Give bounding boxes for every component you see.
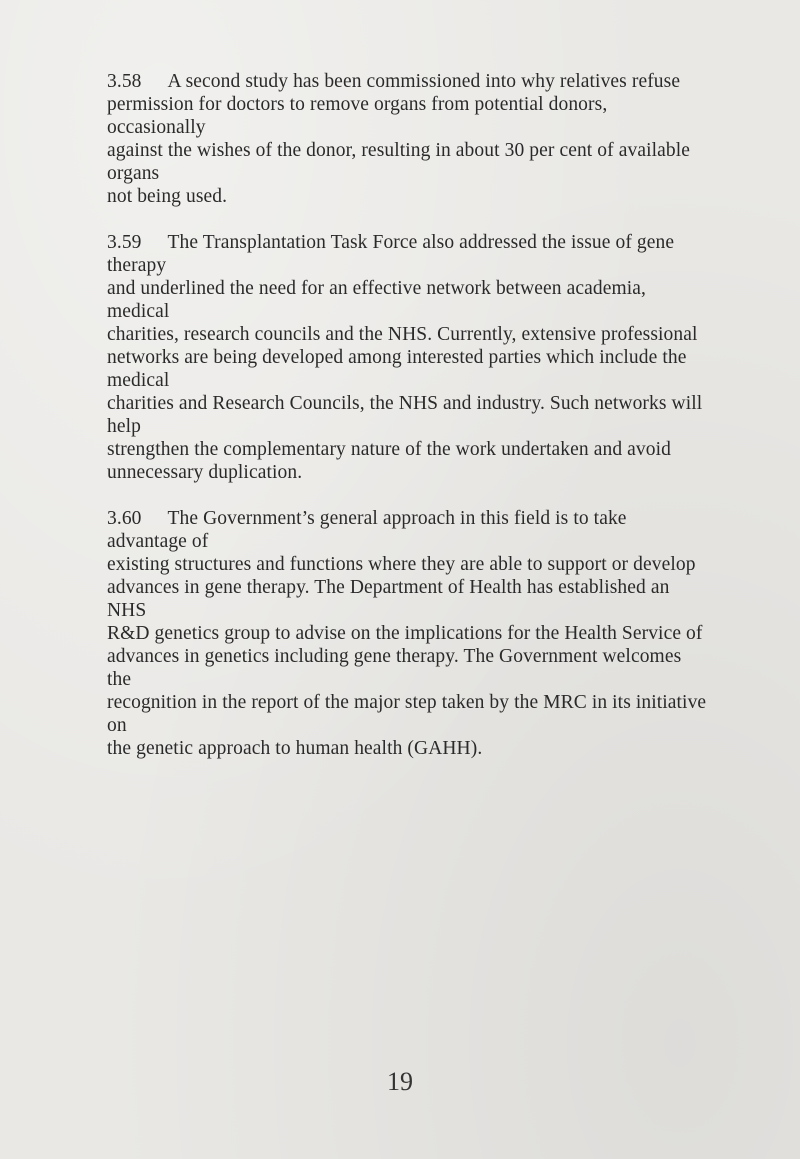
paragraph-number: 3.58 <box>107 71 142 92</box>
body-text <box>107 70 707 783</box>
paragraph-text: The Government’s general approach in this field is to take advantage of existing structures and functions where they are able to support or develop advances in gene therapy. The Department of Health has established an NHS R&D genetics group to advise on the implications for the Health Service of advances in genetics including gene therapy. The Government welcomes the recognition in the report of the major step taken by the MRC in its initiative on the genetic approach to human health (GAHH). <box>107 508 707 759</box>
paragraph-3-59 <box>107 231 707 484</box>
page-number: 19 <box>387 1067 413 1096</box>
paragraph-3-58 <box>107 70 707 208</box>
paragraph-3-60 <box>107 507 707 760</box>
paragraph-text: A second study has been commissioned into why relatives refuse permission for doctors to remove organs from potential donors, occasionally against the wishes of the donor, resulting in about 30 per cent of available organs not being used. <box>107 71 690 207</box>
paragraph-number: 3.60 <box>107 508 142 529</box>
paragraph-number: 3.59 <box>107 232 142 253</box>
paragraph-text: The Transplantation Task Force also addressed the issue of gene therapy and underlined the need for an effective network between academia, medical charities, research councils and the NHS. Currently, extensive professional networks are being developed among interested parties which include the medical charities and Research Councils, the NHS and industry. Such networks will help strengthen the complementary nature of the work undertaken and avoid unnecessary duplication. <box>107 232 703 483</box>
